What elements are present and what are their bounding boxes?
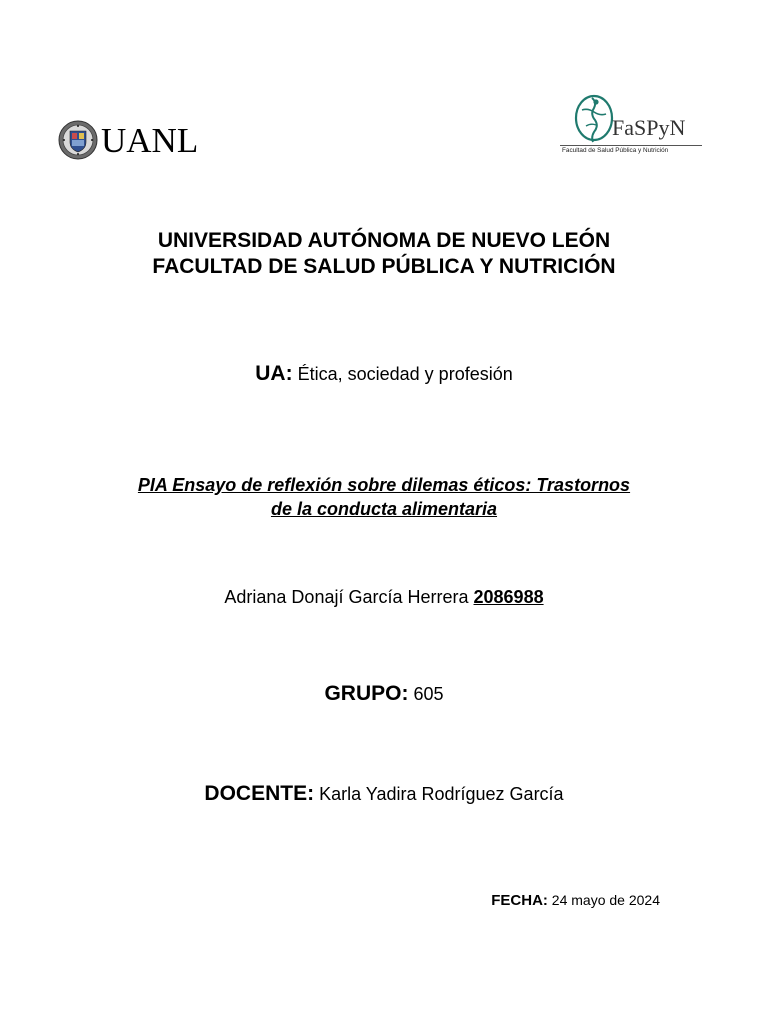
pia-title-line-2: de la conducta alimentaria bbox=[270, 499, 498, 519]
uanl-wordmark: UANL bbox=[101, 120, 199, 160]
fecha-value: 24 mayo de 2024 bbox=[551, 892, 660, 908]
uanl-seal-icon bbox=[58, 120, 98, 160]
pia-title-line-1: PIA Ensayo de reflexión sobre dilemas éticos: Trastornos bbox=[137, 475, 631, 495]
fecha-label: FECHA: bbox=[491, 892, 548, 909]
docente-value: Karla Yadira Rodríguez García bbox=[319, 784, 564, 804]
ua-label: UA: bbox=[255, 362, 293, 385]
ua-value: Ética, sociedad y profesión bbox=[297, 364, 513, 384]
university-name: UNIVERSIDAD AUTÓNOMA DE NUEVO LEÓN bbox=[157, 229, 611, 252]
grupo-value: 605 bbox=[413, 684, 444, 704]
faspyn-wordmark: FaSPyN bbox=[612, 115, 686, 140]
docente-label: DOCENTE: bbox=[204, 782, 315, 805]
institution-heading bbox=[0, 228, 768, 280]
docente-line bbox=[0, 781, 768, 807]
grupo-line bbox=[0, 681, 768, 707]
student-name: Adriana Donají García Herrera bbox=[224, 587, 469, 607]
grupo-label: GRUPO: bbox=[324, 682, 409, 705]
fecha-line bbox=[491, 890, 660, 911]
faspyn-logo bbox=[560, 92, 706, 162]
student-id: 2086988 bbox=[473, 587, 544, 607]
faspyn-divider bbox=[560, 145, 702, 146]
uanl-logo bbox=[58, 118, 198, 162]
faspyn-subtitle: Facultad de Salud Pública y Nutrición bbox=[562, 147, 669, 154]
pia-title bbox=[0, 473, 768, 521]
ua-line bbox=[0, 361, 768, 387]
student-line bbox=[0, 585, 768, 609]
faculty-name: FACULTAD DE SALUD PÚBLICA Y NUTRICIÓN bbox=[152, 255, 616, 278]
